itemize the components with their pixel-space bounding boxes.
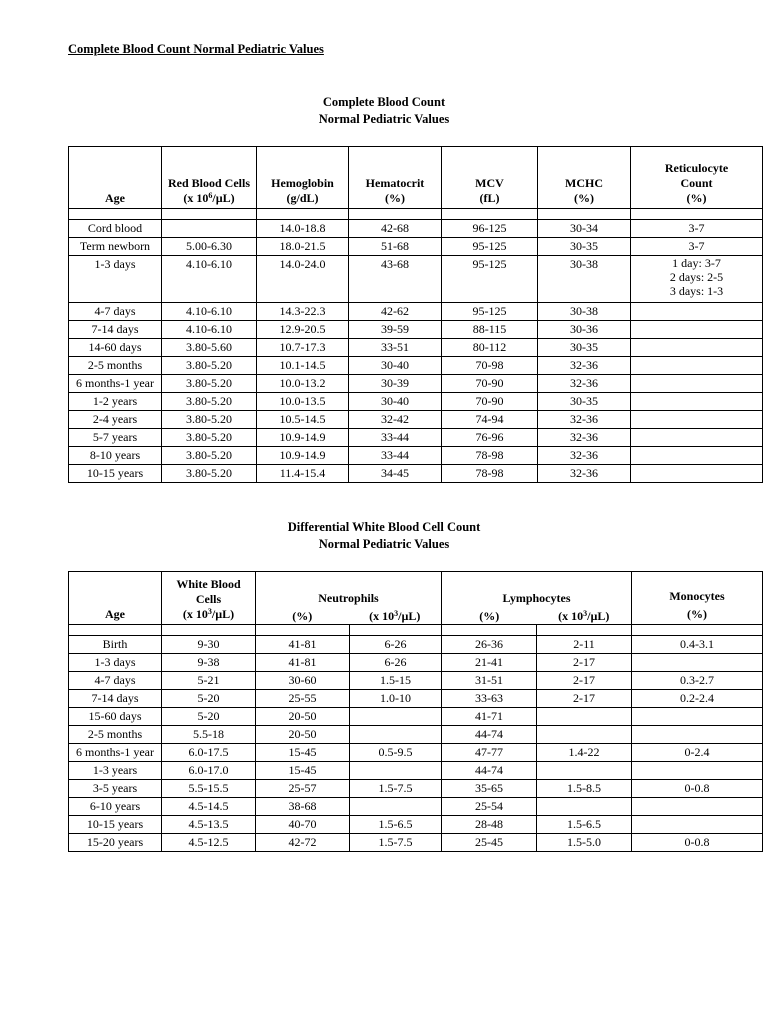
table-cell: 15-60 days [69, 708, 162, 726]
cbc-header-mchc [538, 147, 631, 209]
cbc-header-mcv [442, 147, 538, 209]
table-cell: 1.5-8.5 [537, 780, 632, 798]
table-cell: 31-51 [442, 672, 537, 690]
text-label: MCHC [565, 176, 603, 190]
table-row [69, 798, 763, 816]
text-label: (x 10 [369, 609, 395, 623]
table-cell: 28-48 [442, 816, 537, 834]
table-cell: 15-20 years [69, 834, 162, 852]
table-cell: 30-40 [349, 393, 442, 411]
table-row [69, 393, 763, 411]
table-cell: 32-42 [349, 411, 442, 429]
table-cell: 80-112 [442, 339, 538, 357]
wbc-caption-line1: Differential White Blood Cell Count [287, 520, 481, 534]
table-cell: 3-5 years [69, 780, 162, 798]
table-cell: 30-34 [538, 220, 631, 238]
cbc-caption [0, 94, 768, 128]
cbc-caption-line1: Complete Blood Count [322, 95, 446, 109]
table-row [69, 256, 763, 303]
table-cell: 30-40 [349, 357, 442, 375]
table-cell: 30-39 [349, 375, 442, 393]
table-cell [632, 654, 763, 672]
table-cell: 30-36 [538, 321, 631, 339]
table-cell: 76-96 [442, 429, 538, 447]
table-cell: 6.0-17.5 [162, 744, 256, 762]
table-row [69, 411, 763, 429]
text-label: Count [680, 176, 713, 190]
table-row [69, 429, 763, 447]
table-cell [631, 321, 763, 339]
table-cell: 14-60 days [69, 339, 162, 357]
table-cell: 0.2-2.4 [632, 690, 763, 708]
table-cell: 5-20 [162, 690, 256, 708]
table-cell: 32-36 [538, 447, 631, 465]
table-cell: 9-30 [162, 636, 256, 654]
table-cell [69, 625, 162, 636]
table-cell: 2-5 months [69, 357, 162, 375]
table-cell: 41-81 [256, 654, 350, 672]
table-row [69, 339, 763, 357]
table-cell [69, 209, 162, 220]
table-cell: 42-62 [349, 303, 442, 321]
text-label: Reticulocyte [664, 161, 729, 175]
table-cell: 4.5-12.5 [162, 834, 256, 852]
table-row [69, 220, 763, 238]
table-cell: 40-70 [256, 816, 350, 834]
table-cell: 10.9-14.9 [257, 429, 349, 447]
table-cell: 25-45 [442, 834, 537, 852]
text-label: (x 10 [558, 609, 584, 623]
wbc-caption-line2: Normal Pediatric Values [318, 537, 450, 551]
table-cell: 1.5-5.0 [537, 834, 632, 852]
table-cell: 4.10-6.10 [162, 303, 257, 321]
text-label: 3 [394, 609, 399, 618]
table-cell [350, 762, 442, 780]
table-cell [538, 209, 631, 220]
table-cell: 2-4 years [69, 411, 162, 429]
table-cell: 5.5-15.5 [162, 780, 256, 798]
table-cell: 2-5 months [69, 726, 162, 744]
table-cell: 32-36 [538, 429, 631, 447]
table-cell [631, 303, 763, 321]
table-cell: 3.80-5.20 [162, 393, 257, 411]
table-cell [442, 625, 537, 636]
table-cell: 44-74 [442, 726, 537, 744]
table-cell: 6 months-1 year [69, 375, 162, 393]
table-cell [631, 375, 763, 393]
table-cell: 3.80-5.20 [162, 411, 257, 429]
table-cell: 44-74 [442, 762, 537, 780]
table-cell [162, 209, 257, 220]
table-cell: 0-0.8 [632, 780, 763, 798]
table-cell: 7-14 days [69, 690, 162, 708]
table-row [69, 636, 763, 654]
table-row [69, 375, 763, 393]
table-cell [537, 625, 632, 636]
table-cell: 14.3-22.3 [257, 303, 349, 321]
cbc-header-age [69, 147, 162, 209]
text-label: (g/dL) [286, 191, 319, 205]
table-cell: Term newborn [69, 238, 162, 256]
table-cell [442, 209, 538, 220]
table-cell: 95-125 [442, 256, 538, 303]
table-cell: 3-7 [631, 220, 763, 238]
neutrophils-abs-header [349, 609, 442, 624]
table-row [69, 357, 763, 375]
cbc-caption-line2: Normal Pediatric Values [318, 112, 450, 126]
table-cell: 6 months-1 year [69, 744, 162, 762]
table-cell [256, 625, 350, 636]
table-cell [537, 726, 632, 744]
table-cell: 4.10-6.10 [162, 256, 257, 303]
table-row [69, 303, 763, 321]
text-label: 3 days: 1-3 [669, 284, 724, 298]
text-label: (x 10 [183, 191, 209, 205]
table-cell: 41-71 [442, 708, 537, 726]
text-label: (%) [574, 191, 594, 205]
table-cell: 4.5-14.5 [162, 798, 256, 816]
table-cell [632, 726, 763, 744]
text-label: Hemoglobin [271, 176, 334, 190]
table-cell: 3.80-5.20 [162, 429, 257, 447]
table-cell: 20-50 [256, 726, 350, 744]
table-cell: 3.80-5.20 [162, 357, 257, 375]
table-cell: 1.4-22 [537, 744, 632, 762]
table-cell: 7-14 days [69, 321, 162, 339]
table-row [69, 465, 763, 483]
wbc-header-age [69, 572, 162, 625]
table-cell: 1.0-10 [350, 690, 442, 708]
table-cell: 1-3 days [69, 654, 162, 672]
table-row [69, 238, 763, 256]
table-cell: 42-68 [349, 220, 442, 238]
table-cell: 95-125 [442, 238, 538, 256]
table-cell: 30-35 [538, 339, 631, 357]
table-cell [631, 447, 763, 465]
wbc-header-lymphocytes [442, 572, 632, 625]
table-cell: 26-36 [442, 636, 537, 654]
table-cell: 1.5-7.5 [350, 834, 442, 852]
table-cell [350, 625, 442, 636]
wbc-table [68, 571, 763, 852]
table-cell [537, 708, 632, 726]
table-row [69, 708, 763, 726]
table-cell: 78-98 [442, 465, 538, 483]
table-cell: 10-15 years [69, 465, 162, 483]
text-label: Age [105, 191, 125, 205]
table-cell: 14.0-24.0 [257, 256, 349, 303]
table-cell: 2-11 [537, 636, 632, 654]
table-cell: 2-17 [537, 690, 632, 708]
table-cell: 8-10 years [69, 447, 162, 465]
table-cell: 38-68 [256, 798, 350, 816]
table-cell: 51-68 [349, 238, 442, 256]
table-cell: 20-50 [256, 708, 350, 726]
table-cell: 39-59 [349, 321, 442, 339]
table-cell [162, 220, 257, 238]
table-cell: 0.5-9.5 [350, 744, 442, 762]
table-cell [537, 762, 632, 780]
text-label: MCV [475, 176, 504, 190]
table-cell [537, 798, 632, 816]
table-cell: Birth [69, 636, 162, 654]
table-cell: 1-2 years [69, 393, 162, 411]
table-cell [631, 411, 763, 429]
text-label: /µL) [587, 609, 610, 623]
table-cell: 34-45 [349, 465, 442, 483]
text-label: /µL) [212, 191, 235, 205]
cbc-header-reticulocyte [631, 147, 763, 209]
wbc-header-neutrophils [256, 572, 442, 625]
text-label: Cells [195, 592, 222, 606]
text-label: Monocytes [669, 589, 725, 603]
table-cell [350, 708, 442, 726]
cbc-header-hematocrit [349, 147, 442, 209]
text-label: White Blood [176, 577, 241, 591]
table-cell: 1.5-15 [350, 672, 442, 690]
table-cell [631, 209, 763, 220]
table-row [69, 321, 763, 339]
text-label: 6 [208, 191, 213, 200]
wbc-header-row [69, 572, 763, 625]
table-cell: 32-36 [538, 375, 631, 393]
table-cell: 0-2.4 [632, 744, 763, 762]
table-cell: 10.0-13.5 [257, 393, 349, 411]
table-cell: 5.00-6.30 [162, 238, 257, 256]
table-cell: 6-26 [350, 654, 442, 672]
table-cell: 95-125 [442, 303, 538, 321]
table-cell: 5-21 [162, 672, 256, 690]
table-cell: 12.9-20.5 [257, 321, 349, 339]
table-cell: 10.9-14.9 [257, 447, 349, 465]
table-cell: 33-63 [442, 690, 537, 708]
table-cell [632, 708, 763, 726]
table-cell: 30-35 [538, 393, 631, 411]
table-row [69, 816, 763, 834]
table-cell: 33-44 [349, 429, 442, 447]
table-cell [631, 465, 763, 483]
wbc-spacer-row [69, 625, 763, 636]
text-label: 1 day: 3-7 [672, 256, 721, 270]
wbc-header-monocytes [632, 572, 763, 625]
text-label: Lymphocytes [502, 591, 571, 605]
table-row [69, 726, 763, 744]
table-cell: 4-7 days [69, 672, 162, 690]
table-cell [632, 798, 763, 816]
text-label: Age [105, 607, 125, 621]
table-cell: 10.5-14.5 [257, 411, 349, 429]
table-cell: 43-68 [349, 256, 442, 303]
table-cell: 25-54 [442, 798, 537, 816]
text-label: (%) [686, 191, 707, 205]
table-cell: 21-41 [442, 654, 537, 672]
lymphocytes-abs-header [537, 609, 632, 624]
table-cell: 30-38 [538, 303, 631, 321]
table-cell: 5-7 years [69, 429, 162, 447]
table-cell: 47-77 [442, 744, 537, 762]
text-label: (%) [687, 607, 707, 621]
table-cell: 32-36 [538, 465, 631, 483]
table-cell: 30-38 [538, 256, 631, 303]
cbc-header-row [69, 147, 763, 209]
table-cell: 25-57 [256, 780, 350, 798]
table-row [69, 744, 763, 762]
table-row [69, 762, 763, 780]
cbc-table [68, 146, 763, 483]
table-cell: 88-115 [442, 321, 538, 339]
table-cell: 0.4-3.1 [632, 636, 763, 654]
table-row [69, 654, 763, 672]
table-cell: 1.5-7.5 [350, 780, 442, 798]
text-label: 2 days: 2-5 [669, 270, 724, 284]
table-cell: 14.0-18.8 [257, 220, 349, 238]
table-cell: 33-51 [349, 339, 442, 357]
table-cell: 0.3-2.7 [632, 672, 763, 690]
table-cell: 70-90 [442, 393, 538, 411]
table-cell: 1-3 days [69, 256, 162, 303]
table-cell: 1.5-6.5 [350, 816, 442, 834]
text-label: (%) [385, 191, 405, 205]
table-cell: 32-36 [538, 357, 631, 375]
table-cell: 3-7 [631, 238, 763, 256]
table-cell: 4.10-6.10 [162, 321, 257, 339]
table-cell: 3.80-5.60 [162, 339, 257, 357]
lymphocytes-pct-header: (%) [479, 609, 500, 623]
text-label: (x 10 [182, 607, 208, 621]
table-cell: 96-125 [442, 220, 538, 238]
table-cell [162, 625, 256, 636]
table-cell: 2-17 [537, 654, 632, 672]
table-cell: 70-98 [442, 357, 538, 375]
table-cell: 5.5-18 [162, 726, 256, 744]
text-label: /µL) [398, 609, 421, 623]
text-label: Hematocrit [365, 176, 425, 190]
table-cell: 74-94 [442, 411, 538, 429]
table-cell [631, 339, 763, 357]
table-cell [631, 393, 763, 411]
table-cell [632, 816, 763, 834]
text-label: (fL) [479, 191, 500, 205]
table-row [69, 780, 763, 798]
reticulocyte-by-day [631, 256, 763, 303]
cbc-header-rbc [162, 147, 257, 209]
table-cell: 3.80-5.20 [162, 375, 257, 393]
table-cell: 32-36 [538, 411, 631, 429]
table-row [69, 834, 763, 852]
table-cell: 3.80-5.20 [162, 465, 257, 483]
table-cell: 10.1-14.5 [257, 357, 349, 375]
table-cell [632, 762, 763, 780]
text-label: 3 [207, 607, 212, 616]
table-cell: 9-38 [162, 654, 256, 672]
table-row [69, 447, 763, 465]
cbc-spacer-row [69, 209, 763, 220]
table-cell: 33-44 [349, 447, 442, 465]
table-cell: 1.5-6.5 [537, 816, 632, 834]
table-cell: 41-81 [256, 636, 350, 654]
table-cell [349, 209, 442, 220]
table-cell: 10.0-13.2 [257, 375, 349, 393]
table-cell: 5-20 [162, 708, 256, 726]
wbc-caption [0, 519, 768, 553]
table-cell: 10-15 years [69, 816, 162, 834]
table-cell [631, 429, 763, 447]
table-cell [631, 357, 763, 375]
table-cell: 4.5-13.5 [162, 816, 256, 834]
table-cell: 11.4-15.4 [257, 465, 349, 483]
table-cell [632, 625, 763, 636]
table-cell: 6-26 [350, 636, 442, 654]
page-heading: Complete Blood Count Normal Pediatric Values [68, 42, 324, 56]
text-label: 3 [583, 609, 588, 618]
text-label: /µL) [211, 607, 235, 621]
table-cell: 6-10 years [69, 798, 162, 816]
neutrophils-pct-header: (%) [292, 609, 313, 623]
table-row [69, 672, 763, 690]
table-cell: 15-45 [256, 744, 350, 762]
table-cell [350, 726, 442, 744]
table-cell: 10.7-17.3 [257, 339, 349, 357]
table-cell: 70-90 [442, 375, 538, 393]
table-cell: 35-65 [442, 780, 537, 798]
wbc-header-white-blood-cells [162, 572, 256, 625]
table-cell: 42-72 [256, 834, 350, 852]
table-cell: 78-98 [442, 447, 538, 465]
table-cell: Cord blood [69, 220, 162, 238]
table-cell: 3.80-5.20 [162, 447, 257, 465]
text-label: Neutrophils [318, 591, 379, 605]
table-cell [350, 798, 442, 816]
table-cell: 1-3 years [69, 762, 162, 780]
table-cell: 30-35 [538, 238, 631, 256]
table-cell: 15-45 [256, 762, 350, 780]
table-cell: 18.0-21.5 [257, 238, 349, 256]
table-cell: 25-55 [256, 690, 350, 708]
table-cell: 2-17 [537, 672, 632, 690]
table-cell: 4-7 days [69, 303, 162, 321]
text-label: Red Blood Cells [167, 176, 250, 190]
table-cell [257, 209, 349, 220]
table-cell: 0-0.8 [632, 834, 763, 852]
cbc-header-hemoglobin [257, 147, 349, 209]
table-cell: 30-60 [256, 672, 350, 690]
table-row [69, 690, 763, 708]
table-cell: 6.0-17.0 [162, 762, 256, 780]
